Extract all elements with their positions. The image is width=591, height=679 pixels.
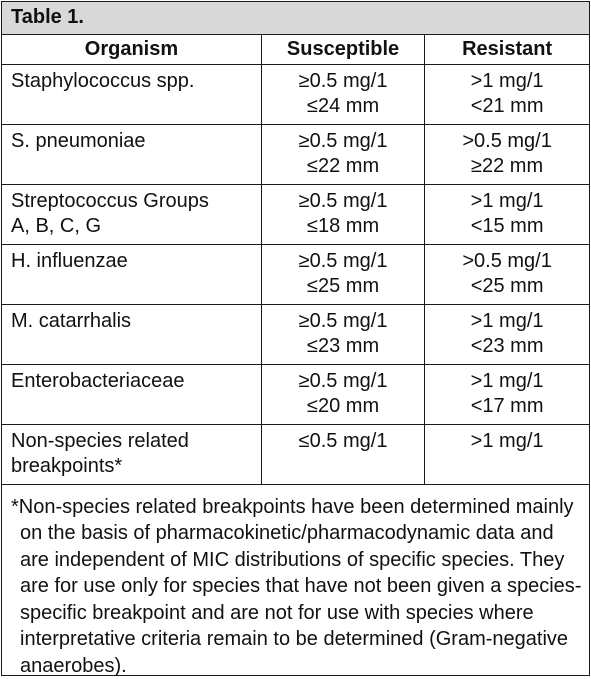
susceptible-cell-line: ≤20 mm xyxy=(262,394,424,419)
resistant-cell-line: >1 mg/1 xyxy=(425,309,589,334)
susceptible-cell-line: ≥0.5 mg/1 xyxy=(262,309,424,334)
susceptible-cell xyxy=(261,424,424,484)
organism-cell-line: Enterobacteriaceae xyxy=(11,369,261,394)
table-row xyxy=(2,184,589,244)
header-organism: Organism xyxy=(2,34,261,64)
table-row xyxy=(2,304,589,364)
table-title: Table 1. xyxy=(2,2,589,34)
resistant-cell-line: <23 mm xyxy=(425,334,589,359)
table-header-row xyxy=(2,34,589,64)
organism-cell-line: M. catarrhalis xyxy=(11,309,261,334)
resistant-cell-line: >1 mg/1 xyxy=(425,369,589,394)
susceptible-cell-line: ≤22 mm xyxy=(262,154,424,179)
resistant-cell xyxy=(425,424,589,484)
table-footnote: *Non-species related breakpoints have been determined mainly on the basis of pharmacokinetic/pharmacodynamic data and are independent of MIC distributions of specific species. They are for use only for species that have not been given a species-specific breakpoint and are not for use with species where interpretative criteria remain to be determined (Gram-negative anaerobes). xyxy=(11,494,583,679)
organism-cell-line: Non-species related xyxy=(11,429,261,454)
resistant-cell-line: >1 mg/1 xyxy=(425,69,589,94)
table-footnote-cell xyxy=(2,484,589,679)
susceptible-cell xyxy=(261,304,424,364)
organism-cell xyxy=(2,64,261,124)
susceptible-cell-line: ≥0.5 mg/1 xyxy=(262,249,424,274)
table-row xyxy=(2,244,589,304)
table-row xyxy=(2,64,589,124)
organism-cell xyxy=(2,184,261,244)
resistant-cell xyxy=(425,304,589,364)
resistant-cell xyxy=(425,364,589,424)
resistant-cell-line: >0.5 mg/1 xyxy=(425,249,589,274)
susceptible-cell xyxy=(261,124,424,184)
susceptible-cell-line: ≥0.5 mg/1 xyxy=(262,129,424,154)
table-grid xyxy=(2,2,589,679)
susceptible-cell-line: ≥0.5 mg/1 xyxy=(262,189,424,214)
breakpoint-table xyxy=(1,1,590,676)
susceptible-cell-line: ≥0.5 mg/1 xyxy=(262,369,424,394)
organism-cell-line: Staphylococcus spp. xyxy=(11,69,261,94)
resistant-cell-line: >0.5 mg/1 xyxy=(425,129,589,154)
susceptible-cell-line: ≤25 mm xyxy=(262,274,424,299)
susceptible-cell-line: ≤18 mm xyxy=(262,214,424,239)
susceptible-cell-line: ≤0.5 mg/1 xyxy=(262,429,424,454)
resistant-cell-line: <21 mm xyxy=(425,94,589,119)
table-row xyxy=(2,124,589,184)
organism-cell xyxy=(2,364,261,424)
table-row xyxy=(2,364,589,424)
resistant-cell xyxy=(425,184,589,244)
resistant-cell-line: <15 mm xyxy=(425,214,589,239)
resistant-cell-line: >1 mg/1 xyxy=(425,189,589,214)
resistant-cell-line: ≥22 mm xyxy=(425,154,589,179)
organism-cell-line: A, B, C, G xyxy=(11,214,261,239)
susceptible-cell xyxy=(261,244,424,304)
organism-cell xyxy=(2,424,261,484)
susceptible-cell-line: ≤24 mm xyxy=(262,94,424,119)
susceptible-cell xyxy=(261,184,424,244)
susceptible-cell-line: ≤23 mm xyxy=(262,334,424,359)
organism-cell xyxy=(2,124,261,184)
resistant-cell xyxy=(425,244,589,304)
organism-cell xyxy=(2,244,261,304)
organism-cell-line: Streptococcus Groups xyxy=(11,189,261,214)
table-title-row xyxy=(2,2,589,34)
table-row xyxy=(2,424,589,484)
organism-cell xyxy=(2,304,261,364)
organism-cell-line: S. pneumoniae xyxy=(11,129,261,154)
organism-cell-line: breakpoints* xyxy=(11,454,261,479)
resistant-cell-line: <17 mm xyxy=(425,394,589,419)
organism-cell-line: H. influenzae xyxy=(11,249,261,274)
resistant-cell-line: >1 mg/1 xyxy=(425,429,589,454)
header-resistant: Resistant xyxy=(425,34,589,64)
resistant-cell-line: <25 mm xyxy=(425,274,589,299)
header-susceptible: Susceptible xyxy=(261,34,424,64)
table-body xyxy=(2,64,589,484)
resistant-cell xyxy=(425,124,589,184)
susceptible-cell-line: ≥0.5 mg/1 xyxy=(262,69,424,94)
table-footnote-row xyxy=(2,484,589,679)
resistant-cell xyxy=(425,64,589,124)
susceptible-cell xyxy=(261,64,424,124)
susceptible-cell xyxy=(261,364,424,424)
